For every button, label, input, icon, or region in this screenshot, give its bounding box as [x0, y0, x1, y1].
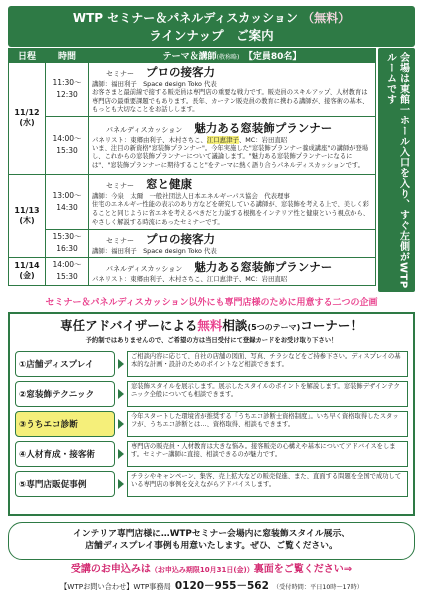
panelist-text: パネリスト：東郷由利子、木村さちこ、: [92, 135, 207, 144]
theme-label: ⑤専門店販促事例: [15, 471, 115, 497]
venue-side-note: [378, 48, 415, 292]
col-theme-header: [89, 49, 376, 63]
weekday-text: (金): [19, 271, 35, 281]
table-row: [9, 116, 376, 174]
session-lecturer: 講師：今泉 太爾 一般社団法人日本エネルギーパス協会 代表理事: [92, 192, 290, 201]
theme-label: ④人材育成・接客術: [15, 441, 115, 467]
advisor-heading-a: 専任アドバイザーによる: [60, 318, 198, 333]
time-cell: [46, 174, 89, 229]
advisor-heading: [10, 318, 413, 336]
venue-note-text: 会場は東館一ホール入口を入り、すぐ左側がWTPルームです: [384, 52, 409, 289]
session-lecturer: [92, 136, 372, 145]
list-item: [15, 381, 408, 407]
time-end: 12:30: [56, 90, 78, 100]
arrow-right-icon: [118, 359, 124, 369]
weekday-text: (木): [19, 215, 35, 225]
panelist-highlight: 江口恵津子: [206, 135, 239, 144]
date-cell: [9, 257, 46, 285]
session-lecturer: パネリスト：東郷由利子、木村さちこ、江口恵津子、MC：岩田直昭: [92, 274, 288, 283]
time-cell: [46, 63, 89, 117]
contact-phone: 0120－955－562: [174, 580, 269, 592]
table-row: [9, 63, 376, 117]
session-kind: パネルディスカッション: [106, 125, 183, 134]
col-theme-label: テーマ＆講師: [162, 52, 217, 62]
weekday-text: (水): [19, 118, 35, 128]
showroom-line-2: 店舗ディスプレイ事例も用意いたします。ぜひ、ご覧ください。: [85, 541, 338, 551]
theme-description: 窓装飾スタイルを展示します。展示したスタイルのポイントを解説します。窓装飾デザインテクニック全般についても相談できます。: [127, 381, 408, 407]
advisor-five-themes: (5つのテーマ): [247, 323, 301, 332]
session-kind: セミナー: [106, 70, 134, 78]
advisor-note: 予約制ではありませんので、ご希望の方は当日受付にて登録カードをお受け取り下さい！: [85, 337, 338, 344]
list-item: [15, 411, 408, 437]
session-description: 住宅のエネルギー性能の表示のあり方などを研究している講師が、窓装飾を考える上で、美しく彩ることと同じように省エネを考えるべきだと力説する根拠をインテリア性と健康という視点から、やさしく解説する時流にあったセミナーです。: [92, 201, 370, 226]
advisor-heading-b: 相談: [222, 318, 248, 333]
session-title: 魅力ある窓装飾プランナー: [194, 259, 333, 274]
arrow-right-icon: [118, 479, 124, 489]
header-free-tag: （無料）: [302, 11, 351, 25]
showroom-notice: [8, 522, 415, 560]
apply-notice: [8, 563, 415, 577]
theme-description: ご相談内容に応じて、自社の店舗の図面、写真、チラシなどをご持参下さい。ディスプレイの基本的な計画・設計のためのポイントなど相談できます。: [127, 351, 408, 377]
session-description: お客さまと最前線で接する販売員は専門店の重要な戦力です。販売員のスキルアップ、人材教育は専門店の最重要課題でもあります。長年、カーテン販売員の教育に携わる講師が、接客術の基本、もっとも大切なことをお話しします。: [92, 89, 369, 114]
date-cell: [9, 63, 46, 175]
session-kind: パネルディスカッション: [106, 264, 183, 273]
arrow-right-icon: [118, 419, 124, 429]
header-title-main: WTP セミナー＆パネルディスカッション: [72, 11, 298, 25]
arrow-right-icon: [118, 449, 124, 459]
date-text: 11/14: [14, 261, 40, 271]
session-kind: セミナー: [106, 236, 134, 245]
schedule-header-row: [9, 49, 376, 63]
header-title: [8, 6, 415, 27]
session-lecturer: 講師：福田利子 Space design Toko 代表: [92, 246, 217, 255]
contact-label: 【WTPお問い合わせ】WTP事務局: [60, 582, 171, 591]
theme-description: チラシやキャンペーン、集客、売上拡大などの販売促進、また、直面する問題を全国で成功している専門店の事例を交えながらアドバイスします。: [127, 471, 408, 497]
arrow-right-icon: [118, 389, 124, 399]
time-cell: [46, 116, 89, 174]
header-banner: [8, 6, 415, 47]
advisor-consultation-box: [8, 312, 415, 516]
time-start: 14:00～: [52, 260, 82, 270]
time-end: 14:30: [56, 202, 78, 212]
theme-label: ②窓装飾テクニック: [15, 381, 115, 407]
list-item: [15, 441, 408, 467]
theme-description: 専門店の販売員・人材教育は大きな悩み。接客販売の心構えや基本についてアドバイスをします。セミナー講師に直接、相談できるのが魅力です。: [127, 441, 408, 467]
time-start: 13:00～: [52, 190, 82, 200]
col-theme-note: (敬称略): [216, 54, 240, 61]
col-time-header: 時間: [46, 49, 89, 63]
panelist-mc: 、MC：岩田直昭: [238, 135, 288, 144]
session-title: プロの接客力: [146, 231, 215, 246]
time-cell: [46, 257, 89, 285]
date-cell: [9, 174, 46, 257]
theme-description: 今年スタートした環境省が推奨する「うちエコ診断士資格制度」。いち早く資格取得したスタッフが、うちエコ診断とは…、資格取得、相談もできます。: [127, 411, 408, 437]
time-cell: [46, 229, 89, 257]
time-end: 15:30: [56, 146, 78, 156]
date-text: 11/13: [14, 205, 40, 215]
extra-plans-banner: セミナー＆パネルディスカッション以外にも専門店様のために用意する二つの企画: [45, 298, 378, 308]
table-row: [9, 174, 376, 229]
list-item: [15, 351, 408, 377]
time-end: 16:30: [56, 244, 78, 254]
apply-deadline: （お申込み期限10月31日(金)）: [150, 566, 254, 574]
advisor-heading-c: コーナー！: [300, 318, 363, 333]
contact-hours: （受付時間：平日10時～17時）: [272, 584, 363, 591]
apply-text-b: 裏面をご覧ください⇒: [253, 564, 353, 575]
showroom-line-1: インテリア専門店様に…WTPセミナー会場内に窓装飾スタイル展示、: [72, 529, 351, 539]
list-item: [15, 471, 408, 497]
col-capacity-label: 【定員80名】: [248, 52, 302, 62]
session-cell: [89, 116, 376, 174]
session-kind: セミナー: [106, 182, 134, 191]
session-title: 魅力ある窓装飾プランナー: [194, 120, 333, 135]
header-subtitle: ラインナップ ご案内: [149, 28, 274, 43]
session-cell: [89, 63, 376, 117]
time-end: 15:30: [56, 272, 78, 282]
theme-label: ③うちエコ診断: [15, 411, 115, 437]
table-row: [9, 229, 376, 257]
theme-label: ①店舗ディスプレイ: [15, 351, 115, 377]
date-text: 11/12: [14, 108, 40, 118]
contact-info: [8, 579, 415, 593]
session-lecturer: 講師：福田利子 Space design Toko 代表: [92, 80, 217, 88]
time-start: 11:30～: [52, 78, 82, 88]
session-title: プロの接客力: [146, 65, 215, 79]
time-start: 15:30～: [52, 232, 82, 242]
session-cell: [89, 257, 376, 285]
table-row: [9, 257, 376, 285]
time-start: 14:00～: [52, 134, 82, 144]
advisor-free-tag: 無料: [197, 318, 223, 333]
session-cell: [89, 229, 376, 257]
session-description: いま、注目の新資格"窓装飾プランナー"。今年実施した"窓装飾プランナー養成講座"の講師が登場し、これからの窓装飾プランナーについて議論します。"魅力ある窓装飾プランナーになるには"、"窓装飾プランナーに期待すること"をテーマに熱く語り合うパネルディスカッションです。: [92, 144, 369, 170]
col-date-header: 日程: [9, 49, 46, 63]
schedule-table: [8, 48, 376, 286]
apply-text-a: 受講のお申込みは: [70, 564, 151, 575]
session-title: 窓と健康: [146, 177, 192, 192]
advisor-items: [15, 351, 408, 501]
session-cell: [89, 174, 376, 229]
